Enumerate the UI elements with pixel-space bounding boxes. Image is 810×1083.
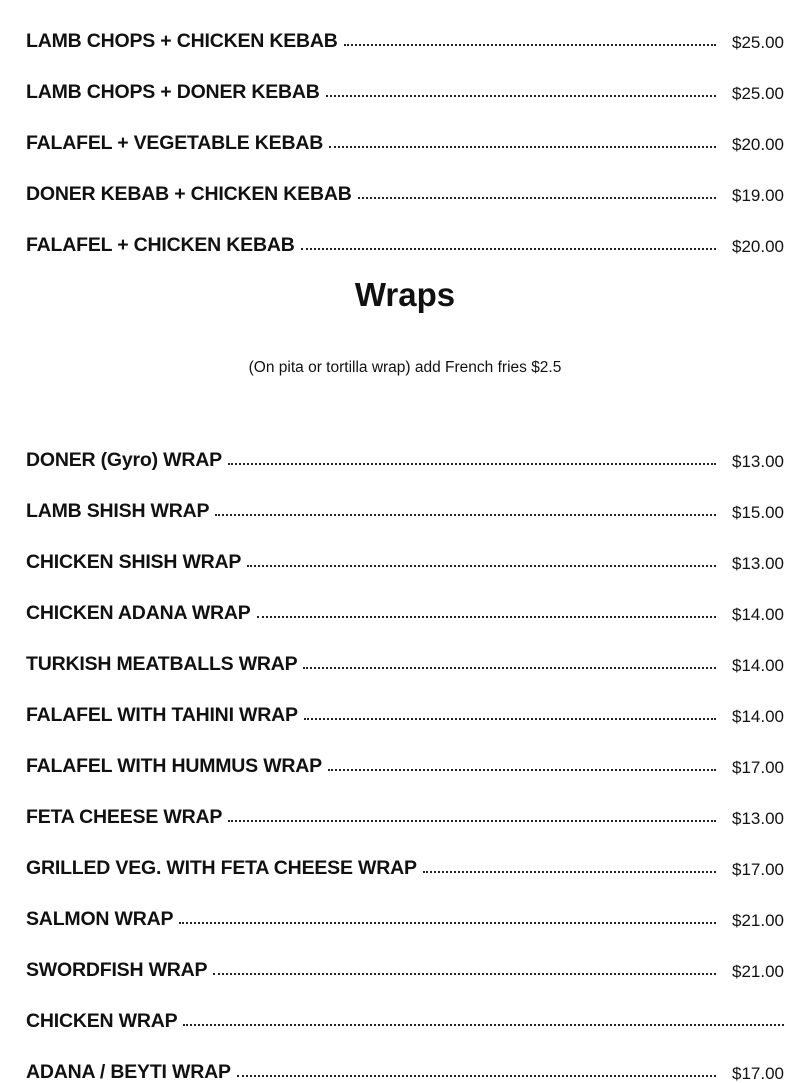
menu-item-name: SALMON WRAP [26,907,174,930]
dot-leader [228,820,716,822]
menu-item-price: $13.00 [732,809,784,828]
menu-item-name: SWORDFISH WRAP [26,958,208,981]
dot-leader [358,197,716,199]
menu-item-price: $21.00 [732,911,784,930]
dot-leader [257,616,716,618]
menu-item-price: $14.00 [732,605,784,624]
section-title: Wraps [354,276,456,313]
menu-item-price: $15.00 [732,503,784,522]
dot-leader [329,146,716,148]
menu-item-name: CHICKEN SHISH WRAP [26,550,242,573]
menu-item [26,674,784,725]
menu-item-name: ADANA / BEYTI WRAP [26,1060,231,1083]
combo-menu-list [26,0,784,255]
menu-item-price: $17.00 [732,1064,784,1083]
menu-item-price: $20.00 [732,237,784,256]
dot-leader [328,769,716,771]
menu-item-price: $13.00 [732,452,784,471]
menu-item [26,521,784,572]
menu-item-name: LAMB CHOPS + CHICKEN KEBAB [26,29,338,52]
menu-item [26,1031,784,1082]
dot-leader [344,44,716,46]
menu-item-name: CHICKEN WRAP [26,1009,178,1032]
menu-item-name: FETA CHEESE WRAP [26,805,223,828]
section-subtitle: (On pita or tortilla wrap) add French fries $2.5 [248,359,562,376]
menu-item [26,102,784,153]
menu-item-name: FALAFEL + VEGETABLE KEBAB [26,131,324,154]
menu-item-name: DONER (Gyro) WRAP [26,448,222,471]
menu-item-name: CHICKEN ADANA WRAP [26,601,251,624]
menu-item [26,51,784,102]
dot-leader [423,871,716,873]
menu-item-name: FALAFEL WITH TAHINI WRAP [26,703,298,726]
menu-item [26,878,784,929]
dot-leader [326,95,716,97]
menu-item-name: LAMB CHOPS + DONER KEBAB [26,80,320,103]
menu-item-name: DONER KEBAB + CHICKEN KEBAB [26,182,352,205]
menu-item-name: FALAFEL WITH HUMMUS WRAP [26,754,322,777]
menu-item [26,153,784,204]
menu-item [26,827,784,878]
menu-item-price: $25.00 [732,33,784,52]
dot-leader [237,1075,716,1077]
dot-leader [213,973,716,975]
menu-item [26,0,784,51]
menu-item-name: TURKISH MEATBALLS WRAP [26,652,298,675]
dot-leader [301,248,716,250]
dot-leader [303,667,716,669]
menu-item [26,572,784,623]
dot-leader [179,922,716,924]
menu-item-price: $20.00 [732,135,784,154]
dot-leader [228,463,716,465]
menu-item-price: $13.00 [732,554,784,573]
menu-item-name: LAMB SHISH WRAP [26,499,210,522]
menu-item [26,929,784,980]
dot-leader [183,1024,784,1026]
menu-item [26,725,784,776]
menu-item [26,980,784,1031]
menu-item-price: $25.00 [732,84,784,103]
dot-leader [304,718,716,720]
menu-item-price: $14.00 [732,656,784,675]
wrap-menu-list [26,419,784,1082]
menu-item [26,419,784,470]
dot-leader [247,565,716,567]
menu-item [26,470,784,521]
menu-item-price: $17.00 [732,860,784,879]
menu-item-price: $19.00 [732,186,784,205]
menu-item-price: $14.00 [732,707,784,726]
menu-item-price: $17.00 [732,758,784,777]
menu-item [26,776,784,827]
menu-item-price: $21.00 [732,962,784,981]
menu-item-name: GRILLED VEG. WITH FETA CHEESE WRAP [26,856,417,879]
menu-item-name: FALAFEL + CHICKEN KEBAB [26,233,295,256]
dot-leader [215,514,716,516]
menu-item [26,623,784,674]
menu-item [26,204,784,255]
